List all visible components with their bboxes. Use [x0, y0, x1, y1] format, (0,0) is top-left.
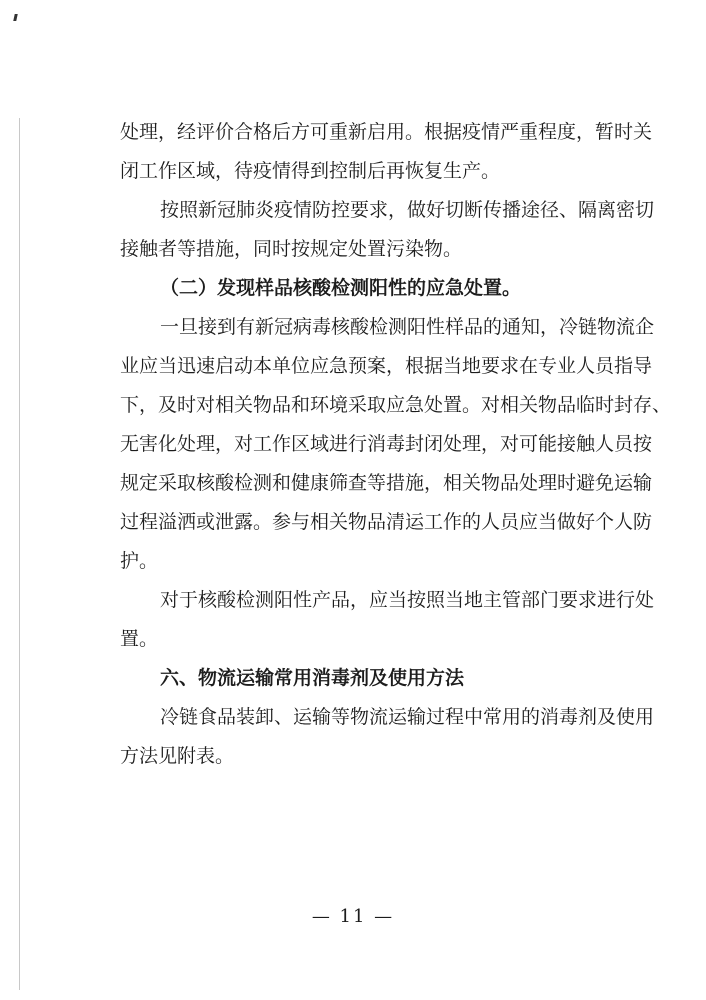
section-title: 六、物流运输常用消毒剂及使用方法: [160, 667, 465, 689]
paragraph-line: 护。: [120, 550, 159, 572]
paragraph-line: 按照新冠肺炎疫情防控要求，做好切断传播途径、隔离密切: [160, 199, 655, 221]
page-number: — 11 —: [311, 906, 395, 927]
paragraph-line: 置。: [120, 628, 159, 650]
paragraph-line: 过程溢洒或泄露。参与相关物品清运工作的人员应当做好个人防: [120, 511, 653, 533]
paragraph-line: 方法见附表。: [120, 745, 235, 767]
binding-line: [19, 118, 20, 990]
paragraph-line: 业应当迅速启动本单位应急预案，根据当地要求在专业人员指导: [120, 355, 653, 377]
paragraph-line: 接触者等措施，同时按规定处置污染物。: [120, 238, 463, 260]
paragraph-line: 规定采取核酸检测和健康筛查等措施，相关物品处理时避免运输: [120, 472, 653, 494]
paragraph-line: 处理，经评价合格后方可重新启用。根据疫情严重程度，暂时关: [120, 121, 653, 143]
paragraph-line: 一旦接到有新冠病毒核酸检测阳性样品的通知，冷链物流企: [160, 316, 655, 338]
paragraph-line: 对于核酸检测阳性产品，应当按照当地主管部门要求进行处: [160, 589, 655, 611]
paragraph-line: 闭工作区域，待疫情得到控制后再恢复生产。: [120, 160, 501, 182]
paragraph-line: 无害化处理，对工作区域进行消毒封闭处理，对可能接触人员按: [120, 433, 653, 455]
body-text: [120, 113, 672, 776]
paragraph-line: 下，及时对相关物品和环境采取应急处置。对相关物品临时封存、: [120, 394, 672, 416]
scan-mark: [13, 14, 17, 21]
paragraph-line: 冷链食品装卸、运输等物流运输过程中常用的消毒剂及使用: [160, 706, 655, 728]
subsection-heading: （二）发现样品核酸检测阳性的应急处置。: [160, 277, 522, 299]
